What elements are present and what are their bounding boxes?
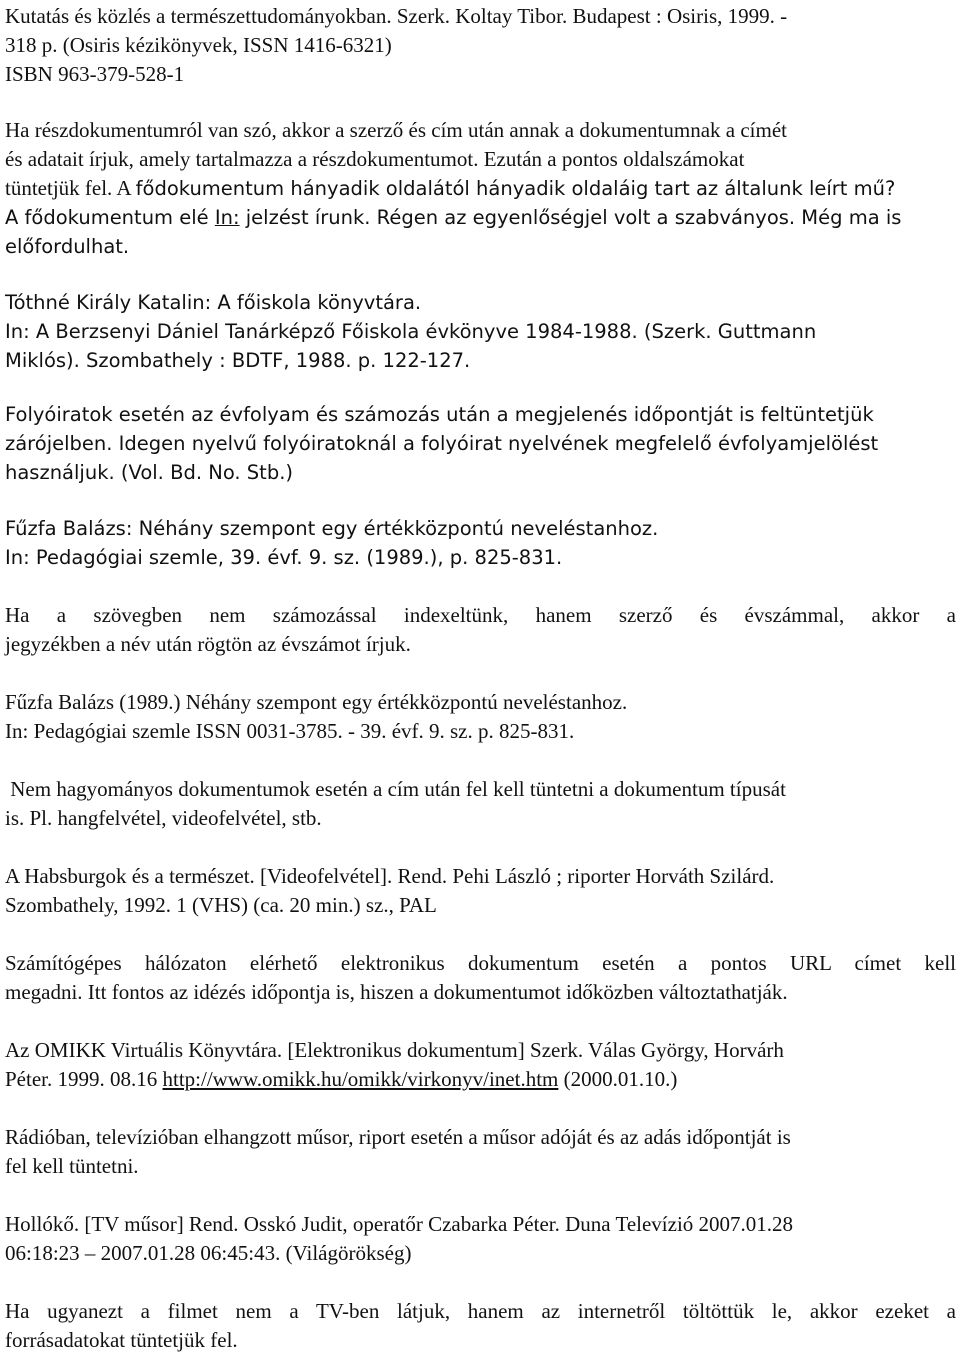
text-line: Számítógépes hálózaton elérhető elektronikus dokumentum esetén a pontos URL címet kell: [5, 951, 956, 975]
paragraph-gap: [5, 1094, 956, 1123]
text-span: (2000.01.10.): [558, 1067, 678, 1091]
text-line: megadni. Itt fontos az idézés időpontja is, hiszen a dokumentumot időközben változtathatják.: [5, 980, 788, 1004]
text-line: A Habsburgok és a természet. [Videofelvétel]. Rend. Pehi László ; riporter Horváth Szilárd.: [5, 864, 775, 888]
text-span: tüntetjük fel. A: [5, 176, 136, 200]
paragraph-gap: [5, 746, 956, 775]
text-line: In: Pedagógiai szemle ISSN 0031-3785. - 39. évf. 9. sz. p. 825-831.: [5, 719, 575, 743]
paragraph-gap: [5, 1181, 956, 1210]
reference-entry-habsburgok: [5, 862, 956, 920]
text-line: [5, 203, 956, 232]
text-line: is. Pl. hangfelvétel, videofelvétel, stb.: [5, 806, 322, 830]
in-marker: In:: [214, 206, 240, 229]
text-line: [5, 174, 956, 203]
paragraph-gap: [5, 833, 956, 862]
text-line: Ha részdokumentumról van szó, akkor a szerző és cím után annak a dokumentumnak a címét: [5, 118, 787, 142]
paragraph-gap: [5, 1007, 956, 1036]
text-line: forrásadatokat tüntetjük fel.: [5, 1328, 238, 1352]
paragraph-gap: [5, 375, 956, 400]
paragraph-internet-source: [5, 1297, 956, 1355]
text-line: használjuk. (Vol. Bd. No. Stb.): [5, 461, 294, 484]
paragraph-broadcast: [5, 1123, 956, 1181]
paragraph-electronic-docs: [5, 949, 956, 1007]
text-line: és adatait írjuk, amely tartalmazza a részdokumentumot. Ezután a pontos oldalszámokat: [5, 147, 745, 171]
text-line: fel kell tüntetni.: [5, 1154, 139, 1178]
paragraph-gap: [5, 920, 956, 949]
reference-entry-omikk: [5, 1036, 956, 1094]
text-line: Miklós). Szombathely : BDTF, 1988. p. 122-127.: [5, 349, 471, 372]
reference-entry-fuzfa-1: [5, 514, 956, 572]
paragraph-periodicals: [5, 400, 956, 487]
text-line: 318 p. (Osiris kézikönyvek, ISSN 1416-6321): [5, 33, 392, 57]
text-line: Folyóiratok esetén az évfolyam és számozás után a megjelenés időpontját is feltüntetjük: [5, 403, 874, 426]
reference-entry-tothne: [5, 288, 956, 375]
text-line: zárójelben. Idegen nyelvű folyóiratoknál a folyóirat nyelvének megfelelő évfolyamjelölést: [5, 432, 879, 455]
text-line: Ha ugyanezt a filmet nem a TV-ben látjuk, hanem az internetről töltöttük le, akkor ezeket a: [5, 1299, 956, 1323]
text-line: Kutatás és közlés a természettudományokban. Szerk. Koltay Tibor. Budapest : Osiris, 1999. -: [5, 4, 788, 28]
paragraph-gap: [5, 1268, 956, 1297]
reference-entry-fuzfa-2: [5, 688, 956, 746]
text-line: Az OMIKK Virtuális Könyvtára. [Elektronikus dokumentum] Szerk. Válas György, Horvárh: [5, 1038, 784, 1062]
text-line: In: A Berzsenyi Dániel Tanárképző Főiskola évkönyve 1984-1988. (Szerk. Guttmann: [5, 320, 817, 343]
paragraph-gap: [5, 659, 956, 688]
reference-entry-koltay: [5, 2, 956, 89]
text-span: A fődokumentum elé: [5, 206, 215, 229]
paragraph-gap: [5, 572, 956, 601]
text-line: Hollókő. [TV műsor] Rend. Osskó Judit, operatőr Czabarka Péter. Duna Televízió 2007.01.28: [5, 1212, 794, 1236]
text-line: jegyzékben a név után rögtön az évszámot írjuk.: [5, 632, 411, 656]
text-span: jelzést írunk. Régen az egyenlőségjel volt a szabványos. Még ma is: [239, 206, 902, 229]
paragraph-nonstandard-docs: [5, 775, 956, 833]
url-link[interactable]: http://www.omikk.hu/omikk/virkonyv/inet.htm: [162, 1067, 559, 1091]
reference-entry-holloko: [5, 1210, 956, 1268]
text-line: In: Pedagógiai szemle, 39. évf. 9. sz. (1989.), p. 825-831.: [5, 546, 563, 569]
paragraph-author-year: [5, 601, 956, 659]
text-line: [5, 1065, 956, 1094]
text-line: Fűzfa Balázs (1989.) Néhány szempont egy értékközpontú neveléstanhoz.: [5, 690, 628, 714]
paragraph-gap: [5, 261, 956, 288]
paragraph-partial-document: [5, 116, 956, 261]
text-line: Szombathely, 1992. 1 (VHS) (ca. 20 min.) sz., PAL: [5, 893, 437, 917]
text-line: Fűzfa Balázs: Néhány szempont egy értékközpontú neveléstanhoz.: [5, 517, 659, 540]
text-line: Tóthné Király Katalin: A főiskola könyvtára.: [5, 291, 422, 314]
paragraph-gap: [5, 89, 956, 116]
text-line: Ha a szövegben nem számozással indexeltünk, hanem szerző és évszámmal, akkor a: [5, 603, 956, 627]
document-page: [5, 2, 956, 1355]
text-span: fődokumentum hányadik oldalától hányadik oldaláig tart az általunk leírt mű?: [135, 177, 896, 200]
paragraph-gap: [5, 487, 956, 514]
text-line: előfordulhat.: [5, 235, 130, 258]
text-line: ISBN 963-379-528-1: [5, 62, 185, 86]
text-span: Péter. 1999. 08.16: [5, 1067, 163, 1091]
text-line: Nem hagyományos dokumentumok esetén a cím után fel kell tüntetni a dokumentum típusát: [5, 777, 786, 801]
text-line: 06:18:23 – 2007.01.28 06:45:43. (Világörökség): [5, 1241, 412, 1265]
text-line: Rádióban, televízióban elhangzott műsor, riport esetén a műsor adóját és az adás időpontját is: [5, 1125, 791, 1149]
